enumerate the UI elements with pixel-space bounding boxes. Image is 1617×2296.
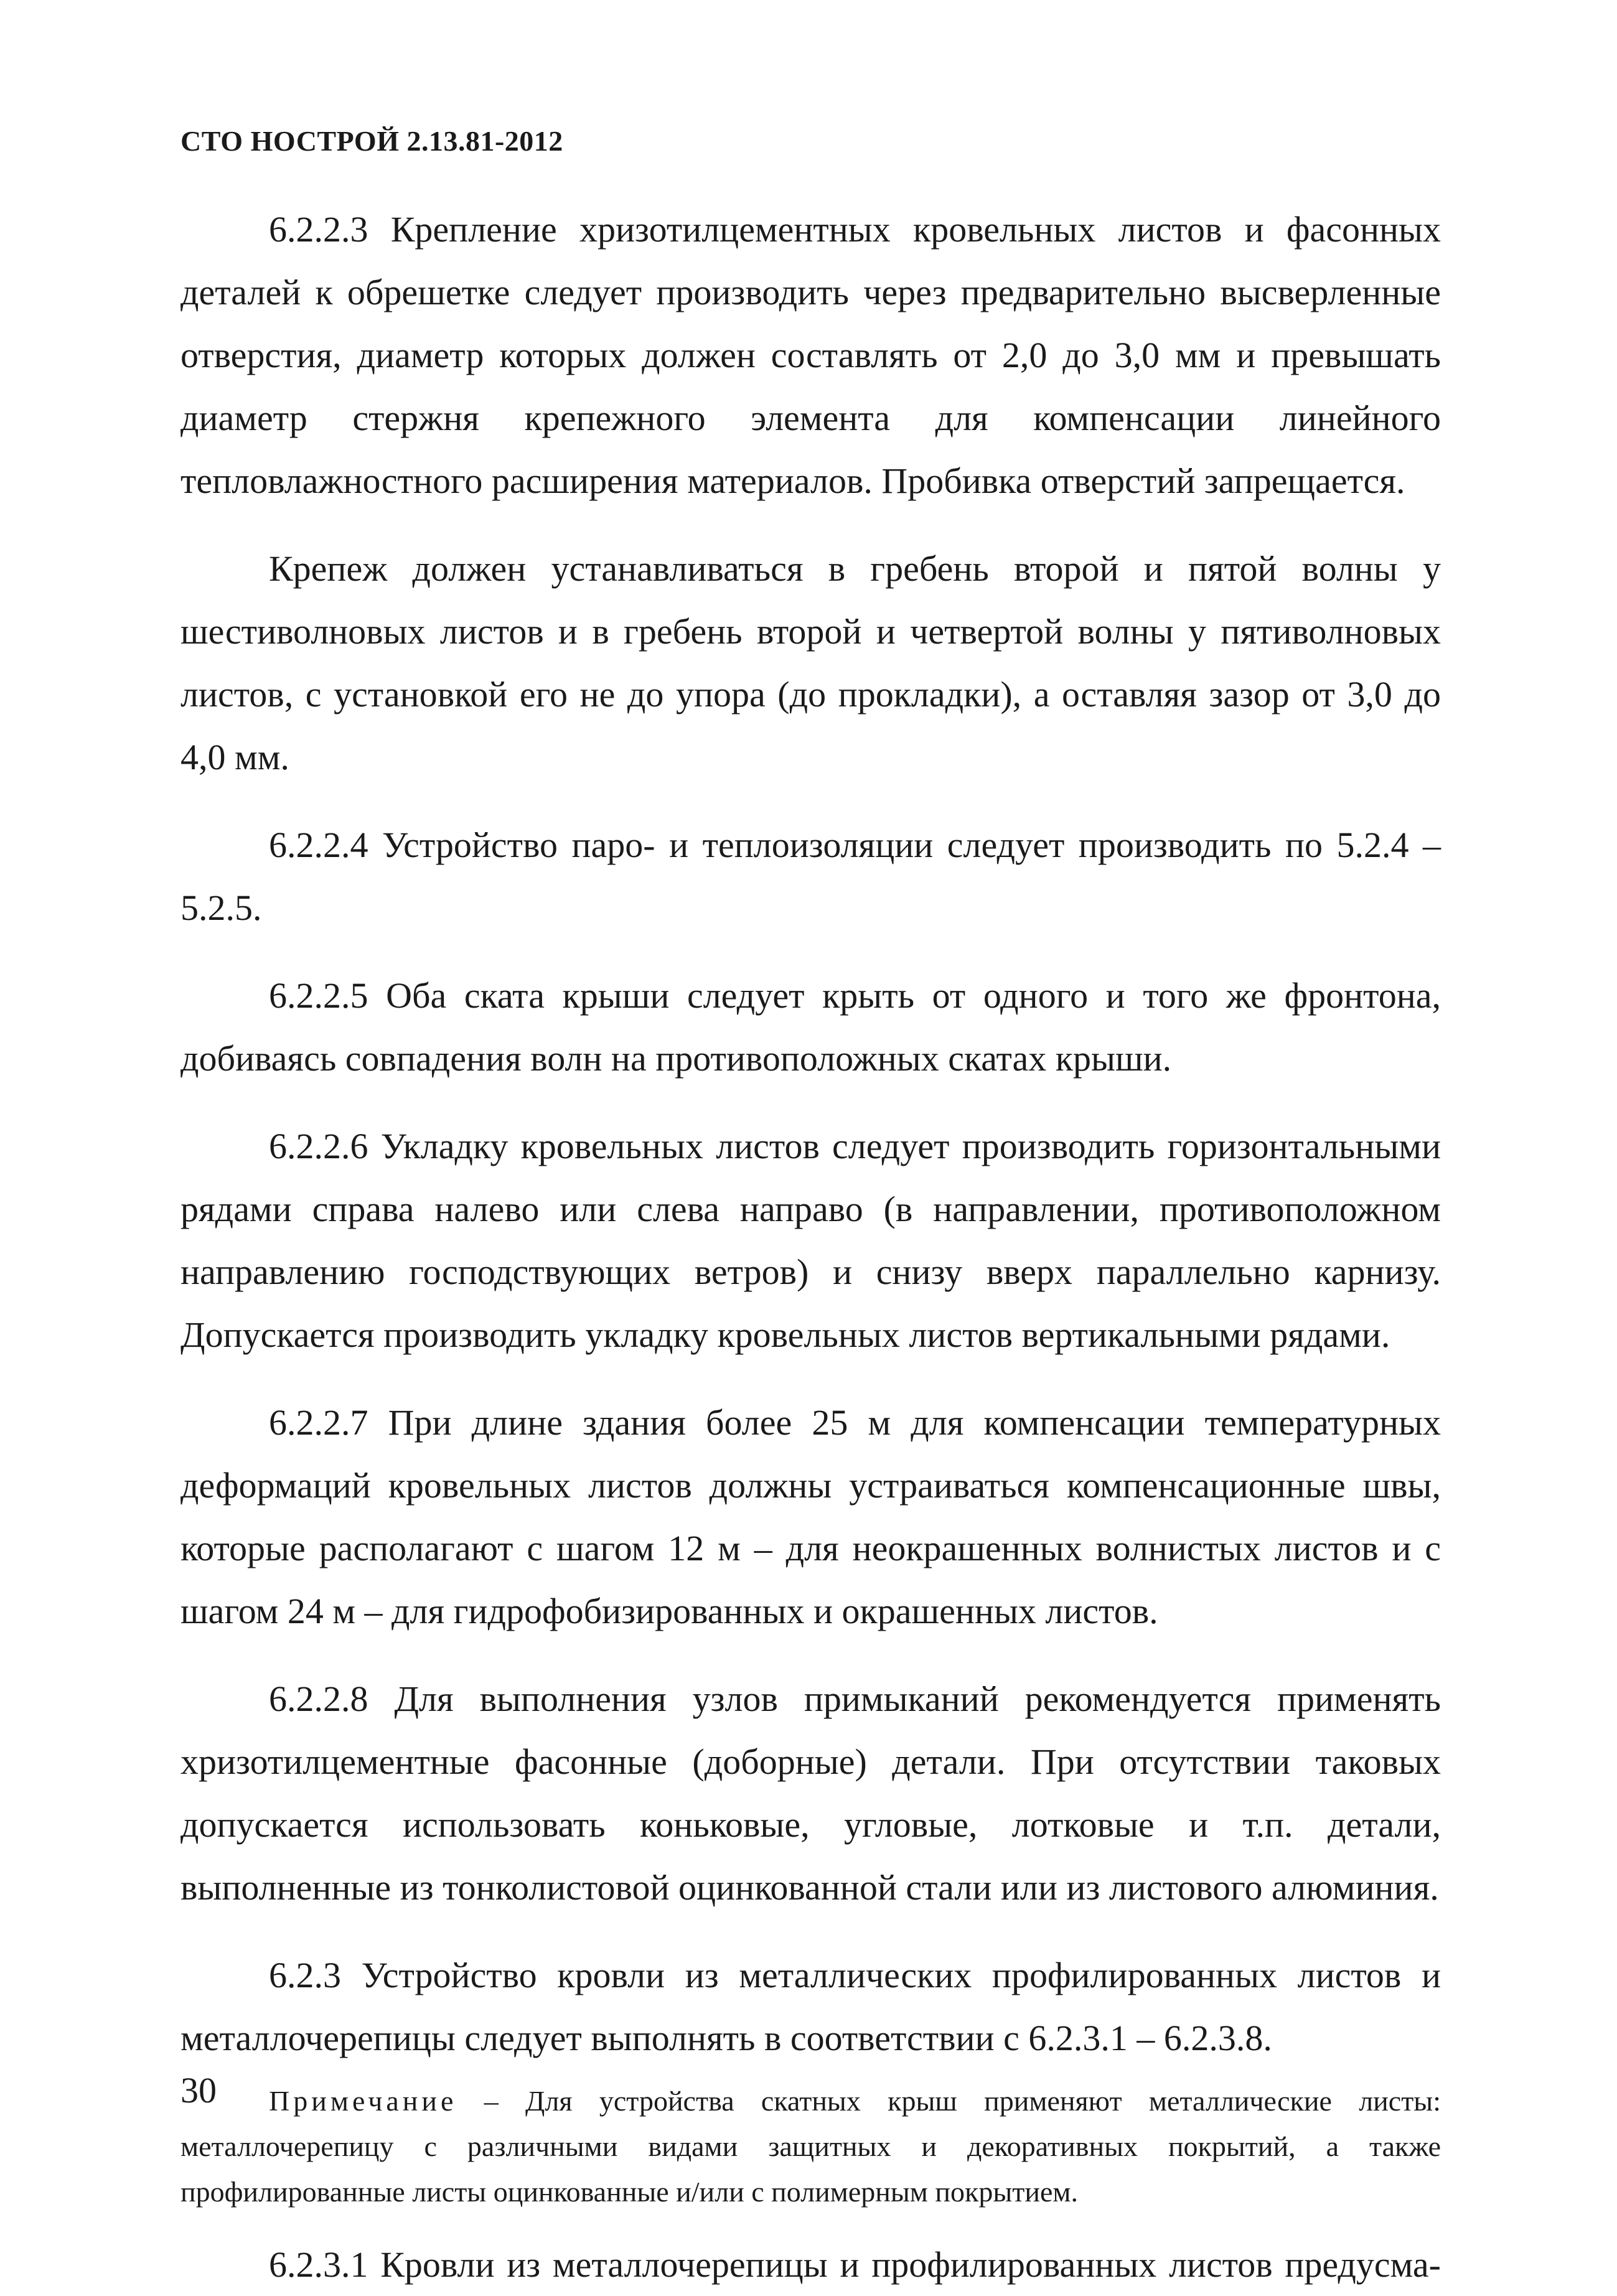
paragraph-6-2-2-4: 6.2.2.4 Устройство паро- и теплоизоляции следует производить по 5.2.4 – 5.2.5. xyxy=(180,825,1441,928)
note-text: – Для устройства скатных крыш применяют металлические листы: металлочерепицу с различными видами защитных и декоративных покрытий, а также профилированные листы оцинкованные и/или с полимерным покрытием. xyxy=(180,2085,1441,2208)
note-label: Примечание xyxy=(269,2085,457,2117)
paragraph-6-2-2-8: 6.2.2.8 Для выполнения узлов примыканий рекомендуется применять хризотилцементные фасонные (доборные) детали. При отсутствии таковых допускается использовать коньковые, угловые, лотковые и т.п. детали, выполненные из тонколистовой оцинкованной стали или из листового алюминия. xyxy=(180,1679,1441,1908)
document-header: СТО НОСТРОЙ 2.13.81-2012 xyxy=(180,125,563,157)
paragraph-fastener: Крепеж должен устанавливаться в гребень второй и пятой волны у шестиволновых листов и в гребень второй и четвертой волны у пятиволновых листов, с установкой его не до упора (до прокладки), а оставляя зазор от 3,0 до 4,0 мм. xyxy=(180,548,1441,777)
paragraph-6-2-2-6: 6.2.2.6 Укладку кровельных листов следует производить горизонтальными рядами справа налево или слева направо (в направлении, противоположном направлению господствующих ветров) и снизу вверх параллельно карнизу. Допускается производить укладку кровельных листов вертикальными рядами. xyxy=(180,1126,1441,1355)
note xyxy=(180,2078,1441,2214)
paragraph-6-2-3: 6.2.3 Устройство кровли из металлических профилированных листов и металлочерепицы следует выполнять в соответствии с 6.2.3.1 – 6.2.3.8. xyxy=(180,1955,1441,2058)
page-number: 30 xyxy=(180,2070,217,2111)
paragraph-6-2-2-7: 6.2.2.7 При длине здания более 25 м для компенсации температурных деформаций кровельных листов должны устраиваться компенсационные швы, которые располагают с шагом 12 м – для неокрашенных волнистых листов и с шагом 24 м – для гидрофобизированных и окрашенных листов. xyxy=(180,1402,1441,1631)
paragraph-6-2-3-1: 6.2.3.1 Кровли из металлочерепицы и профилированных листов предусма- xyxy=(269,2244,1441,2285)
body-text xyxy=(180,198,1441,2296)
paragraph-6-2-2-3: 6.2.2.3 Крепление хризотилцементных кровельных листов и фасонных деталей к обрешетке следует производить через предварительно высверленные отверстия, диаметр которых должен составлять от 2,0 до 3,0 мм и превышать диаметр стержня крепежного элемента для компенсации линейного тепловлажностного расширения материалов. Пробивка отверстий запрещается. xyxy=(180,209,1441,501)
paragraph-6-2-2-5: 6.2.2.5 Оба ската крыши следует крыть от одного и того же фронтона, добиваясь совпадения волн на противоположных скатах крыши. xyxy=(180,975,1441,1079)
